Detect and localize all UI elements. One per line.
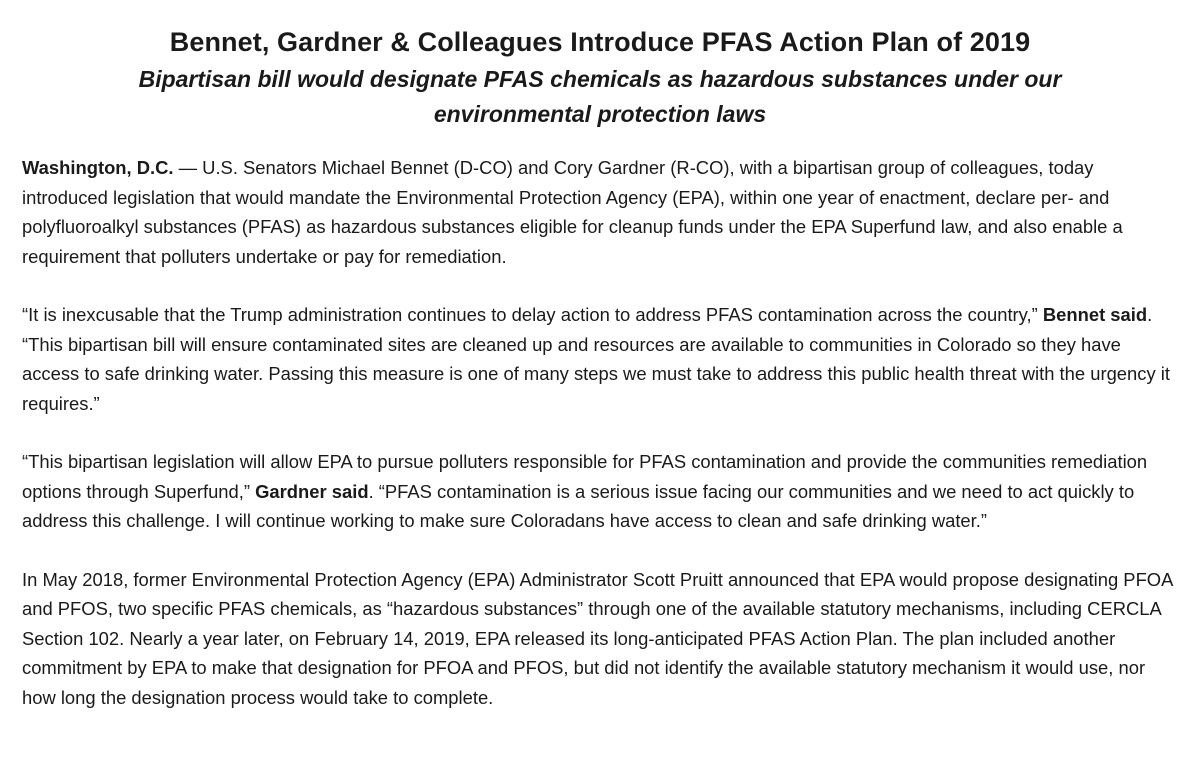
dateline: Washington, D.C. [22, 157, 174, 178]
headline: Bennet, Gardner & Colleagues Introduce PFAS Action Plan of 2019 [169, 27, 1031, 57]
paragraph-intro [22, 153, 1178, 271]
article-body [22, 153, 1178, 712]
paragraph-bennet-quote [22, 300, 1178, 418]
bennet-attribution: Bennet said [1042, 304, 1148, 325]
gardner-quote-end: . “PFAS contamination is a serious issue facing our communities and we need to act quickly to address this challenge. I will continue working to make sure Coloradans have access to clean and safe drinking water.” [22, 480, 1135, 531]
paragraph-gardner-quote [22, 447, 1178, 536]
subheadline: Bipartisan bill would designate PFAS chemicals as hazardous substances under our environmental protection laws [138, 66, 1062, 127]
background-text: In May 2018, former Environmental Protection Agency (EPA) Administrator Scott Pruitt announced that EPA would propose designating PFOA and PFOS, two specific PFAS chemicals, as “hazardous substances” through one of the available statutory mechanisms, including CERCLA Section 102. Nearly a year later, on February 14, 2019, EPA released its long-anticipated PFAS Action Plan. The plan included another commitment by EPA to make that designation for PFOA and PFOS, but did not identify the available statutory mechanism it would use, nor how long the designation process would take to complete. [22, 568, 1173, 708]
gardner-attribution: Gardner said [255, 480, 369, 502]
intro-text: — U.S. Senators Michael Bennet (D-CO) and Cory Gardner (R-CO), with a bipartisan group of colleagues, today introduced legislation that would mandate the Environmental Protection Agency (EPA), within one year of enactment, declare per- and polyfluoroalkyl substances (PFAS) as hazardous substances eligible for cleanup funds under the EPA Superfund law, and also enable a requirement that polluters undertake or pay for remediation. [22, 157, 1123, 267]
gardner-quote-start: “This bipartisan legislation will allow EPA to pursue polluters responsible for PFAS contamination and provide the communities remediation options through Superfund,” [22, 451, 1148, 502]
bennet-quote-end: . “This bipartisan bill will ensure contaminated sites are cleaned up and resources are available to communities in Colorado so they have access to safe drinking water. Passing this measure is one of many steps we must take to address this public health threat with the urgency it requires.” [22, 304, 1170, 414]
paragraph-background [22, 565, 1178, 713]
bennet-quote-start: “It is inexcusable that the Trump administration continues to delay action to address PFAS contamination across the country,” [22, 304, 1043, 325]
